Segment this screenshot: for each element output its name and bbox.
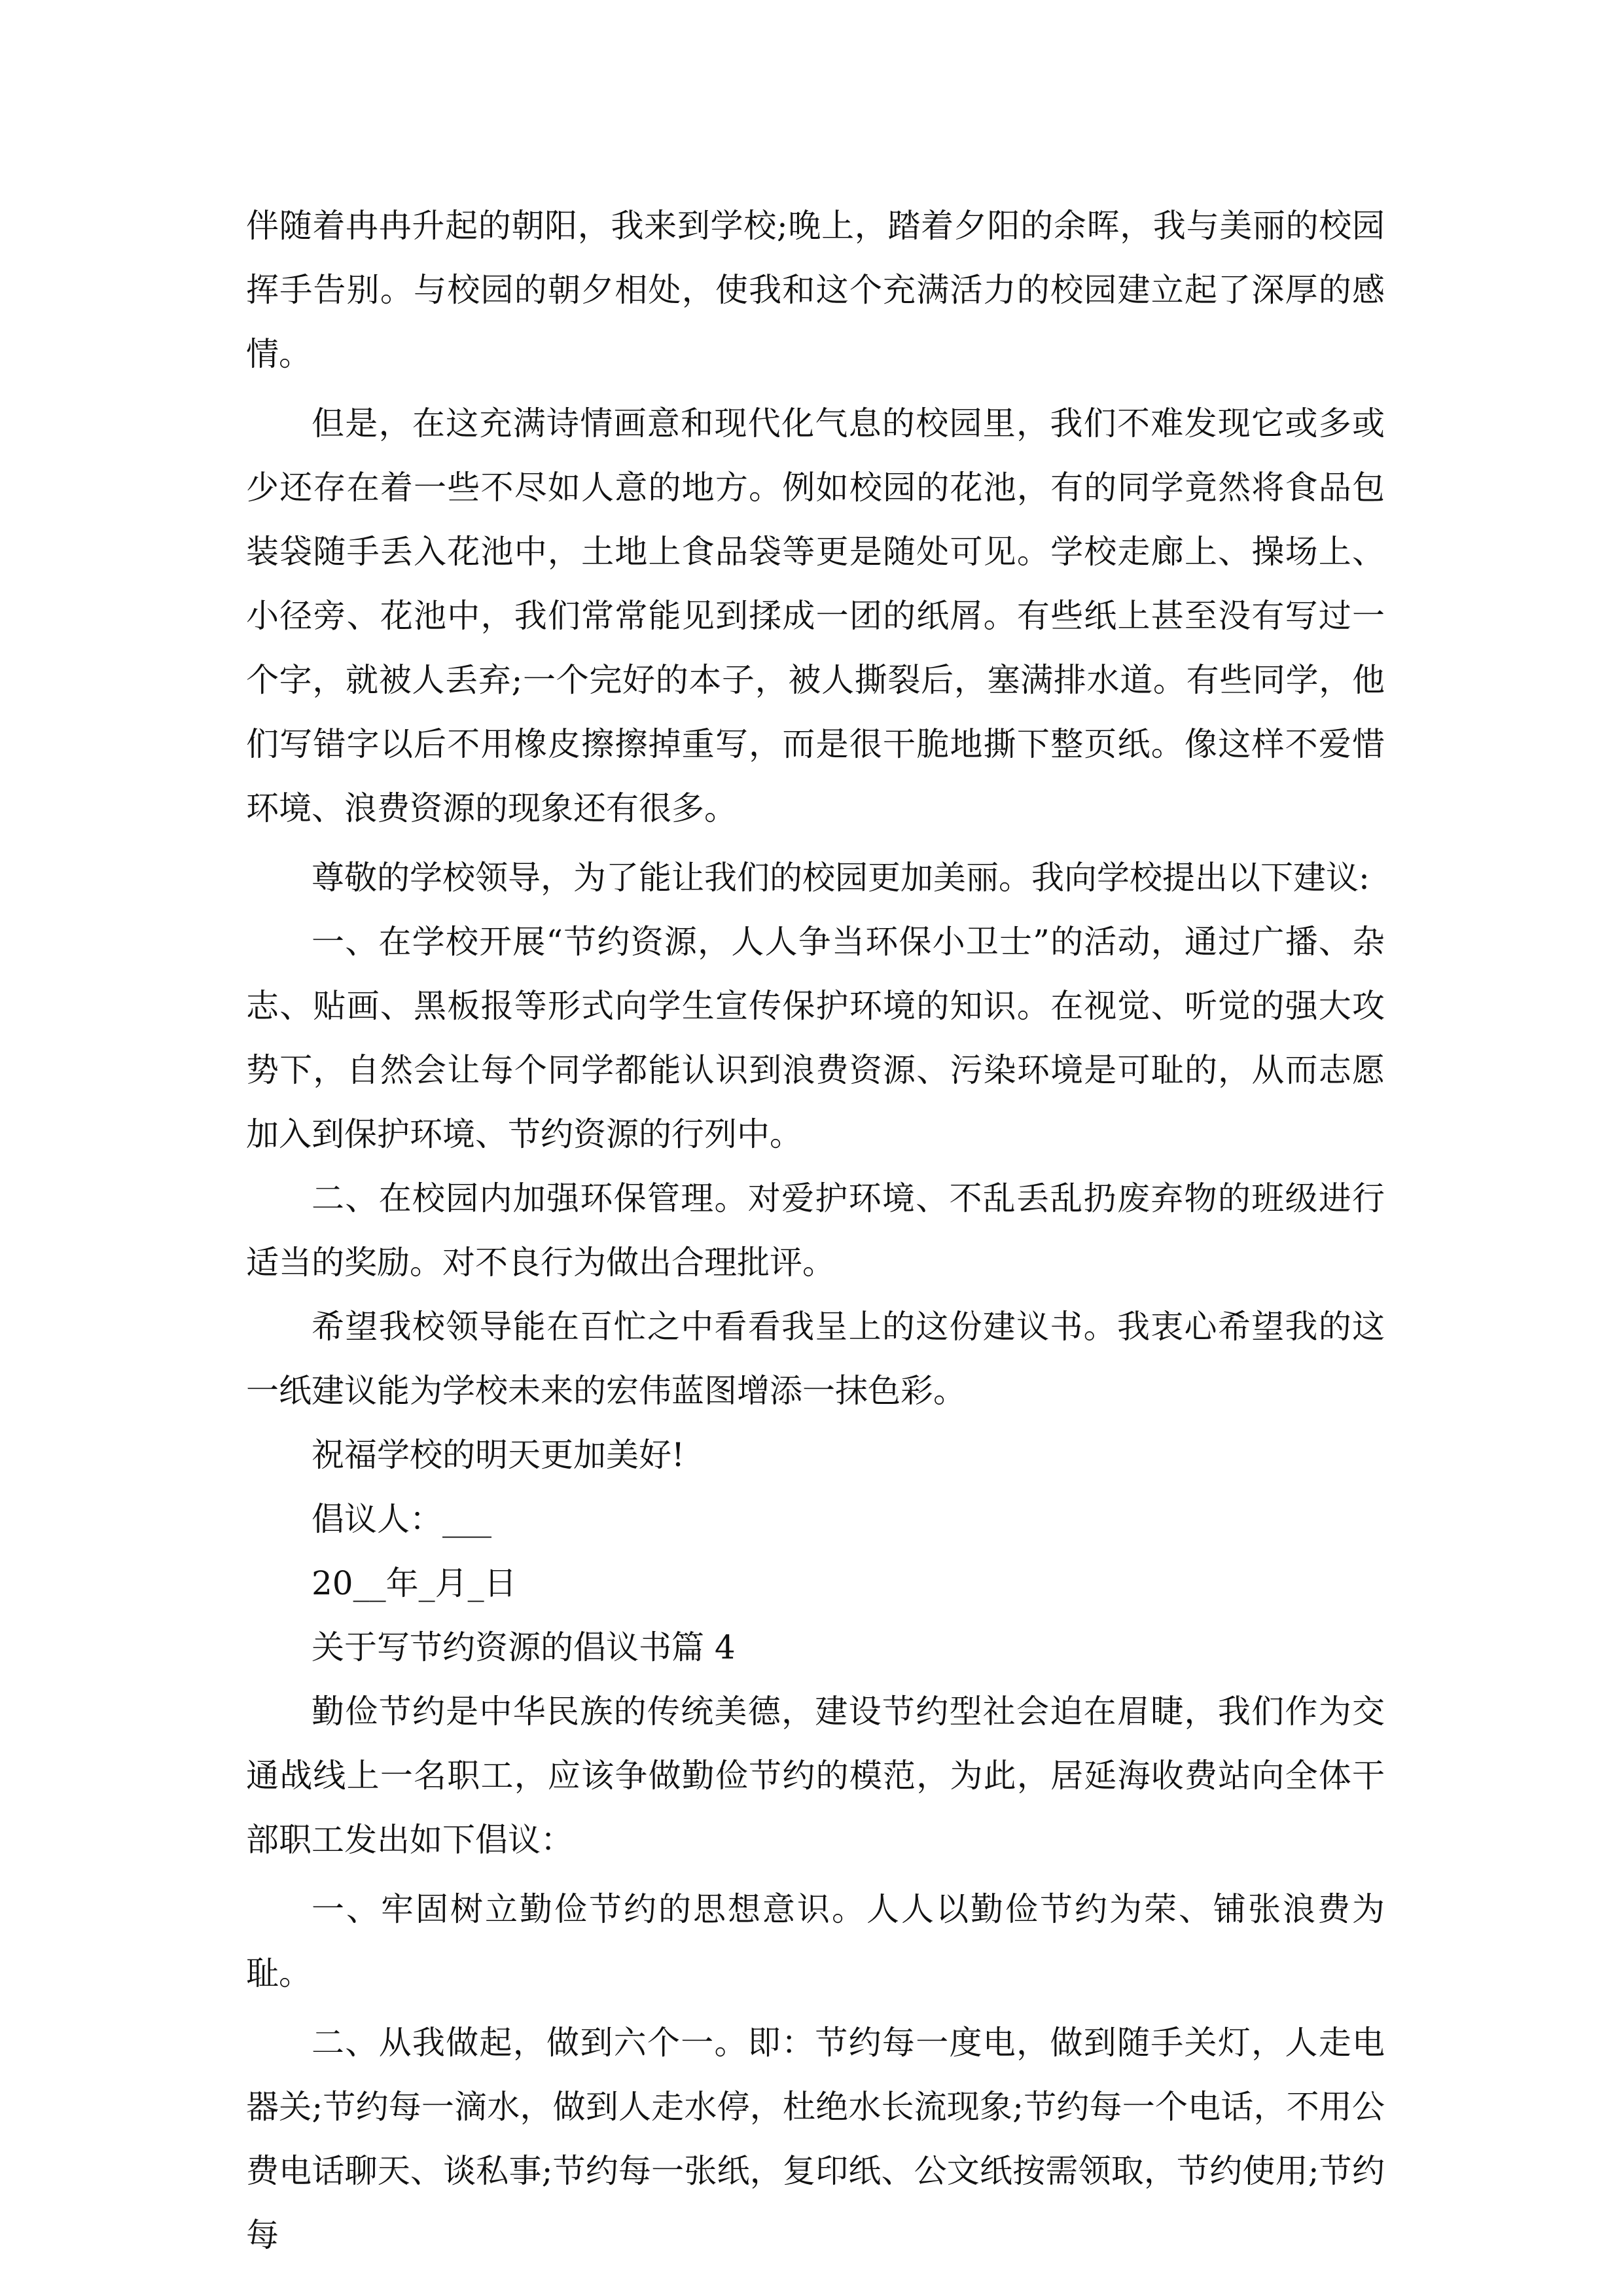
paragraph-problems: 但是，在这充满诗情画意和现代化气息的校园里，我们不难发现它或多或少还存在着一些不尽如人意的地方。例如校园的花池，有的同学竟然将食品包装袋随手丢入花池中，土地上食品袋等更是随处可见。学校走廊上、操场上、小径旁、花池中，我们常常能见到揉成一团的纸屑。有些纸上甚至没有写过一个字，就被人丢弃;一个完好的本子，被人撕裂后，塞满排水道。有些同学，他们写错字以后不用橡皮擦擦掉重写，而是很干脆地撕下整页纸。像这样不爱惜环境、浪费资源的现象还有很多。	[246, 404, 1385, 827]
date-line: 20__年_月_日	[312, 1564, 517, 1602]
paragraph-proposal-two: 二、从我做起，做到六个一。即：节约每一度电，做到随手关灯，人走电器关;节约每一滴水，做到人走水停，杜绝水长流现象;节约每一个电话，不用公费电话聊天、谈私事;节约每一张纸，复印纸、公文纸按需领取，节约使用;节约每	[246, 2024, 1385, 2254]
paragraph-hope: 希望我校领导能在百忙之中看看我呈上的这份建议书。我衷心希望我的这一纸建议能为学校未来的宏伟蓝图增添一抹色彩。	[246, 1308, 1385, 1410]
document-body	[246, 194, 1385, 2267]
paragraph-proposal-one: 一、牢固树立勤俭节约的思想意识。人人以勤俭节约为荣、铺张浪费为耻。	[246, 1890, 1385, 1992]
paragraph-suggestion-two: 二、在校园内加强环保管理。对爱护环境、不乱丢乱扔废弃物的班级进行适当的奖励。对不良行为做出合理批评。	[246, 1179, 1385, 1282]
paragraph-blessing: 祝福学校的明天更加美好!	[312, 1436, 685, 1474]
paragraph-address-leaders: 尊敬的学校领导，为了能让我们的校园更加美丽。我向学校提出以下建议:	[312, 859, 1370, 897]
paragraph-suggestion-one: 一、在学校开展“节约资源，人人争当环保小卫士”的活动，通过广播、杂志、贴画、黑板报等形式向学生宣传保护环境的知识。在视觉、听觉的强大攻势下，自然会让每个同学都能认识到浪费资源、污染环境是可耻的，从而志愿加入到保护环境、节约资源的行列中。	[246, 923, 1385, 1153]
paragraph-thrift-intro: 勤俭节约是中华民族的传统美德，建设节约型社会迫在眉睫，我们作为交通战线上一名职工，应该争做勤俭节约的模范，为此，居延海收费站向全体干部职工发出如下倡议：	[246, 1693, 1385, 1859]
paragraph-intro-continuation: 伴随着冉冉升起的朝阳，我来到学校;晚上，踏着夕阳的余晖，我与美丽的校园挥手告别。与校园的朝夕相处，使我和这个充满活力的校园建立起了深厚的感情。	[246, 207, 1385, 373]
signature-line: 倡议人：___	[312, 1500, 491, 1538]
section-heading: 关于写节约资源的倡议书篇 4	[312, 1628, 736, 1666]
